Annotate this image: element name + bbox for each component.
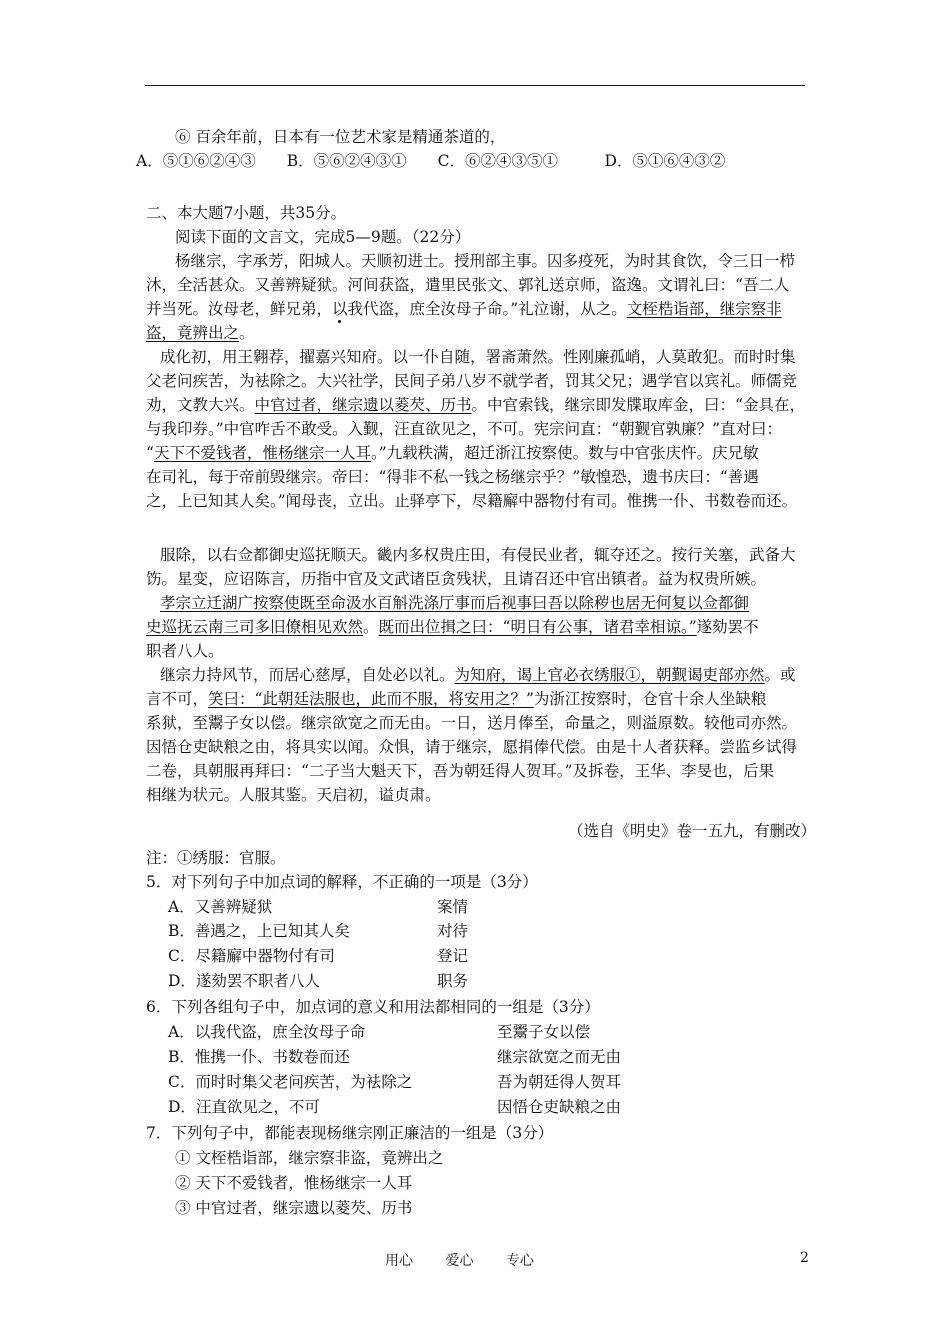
footer-word: 专心	[505, 1253, 534, 1269]
q6-stem: 6．下列各组句子中，加点词的意义和用法都相同的一组是（3分）	[146, 998, 600, 1016]
q5-option-a: A．又善辨疑狱	[168, 898, 273, 916]
passage-line: 继宗力持风节，而居心慈厚，自处必以礼。为知府，谒上官必衣绣服①，朝觐谒吏部亦然。或	[160, 666, 796, 684]
q6-option-c-left: C．而时时集父老问疾苦，为袪除之	[168, 1073, 413, 1091]
q5-option-b: B．善遇之，上已知其人矣	[168, 922, 350, 940]
q7-stem: 7．下列句子中，都能表现杨继宗刚正廉洁的一组是（3分）	[146, 1124, 554, 1142]
q6-option-b-right: 继宗欲宽之而无由	[497, 1048, 622, 1066]
q6-option-d-left: D．汪直欲见之，不可	[168, 1098, 320, 1116]
q6-option-a-right: 至鬻子女以偿	[497, 1023, 591, 1041]
q6-option-b-left: B．惟携一仆、书数卷而还	[168, 1048, 350, 1066]
answer-options: A．⑤①⑥②④③ B．⑤⑥②④③① C．⑥②④③⑤① D．⑤①⑥④③②	[136, 152, 726, 170]
page-number: 2	[800, 1250, 809, 1266]
section-intro: 阅读下面的文言文，完成5—9题。（22分）	[175, 228, 471, 246]
q5-answer-d: 职务	[437, 972, 469, 990]
q7-item-1: ① 文桎梏诣部，继宗察非盗，竟辨出之	[175, 1149, 444, 1167]
footer-motto	[385, 1250, 562, 1270]
passage-line: 父老问疾苦，为袪除之。大兴社学，民间子弟八岁不就学者，罚其父兄；遇学官以宾礼。师儒竞	[146, 372, 798, 390]
passage-line: 沐，全活甚众。又善辨疑狱。河间获盗，遣里民张文、郭礼送京师，盗逸。文谓礼曰：“吾二人	[146, 276, 790, 294]
passage-line: 史巡抚云南三司多旧僚相见欢然。既而出位揖之曰：“明日有公事，诸君幸相谅。”遂劾罢不	[146, 618, 759, 636]
passage-line: 二卷，具朝服再拜曰：“二子当大魁天下，吾为朝廷得人贺耳。”及拆卷，王华、李旻也，后果	[146, 762, 775, 780]
footnote: 注：①绣服：官服。	[146, 849, 286, 867]
section-heading: 二、本大题7小题，共35分。	[146, 204, 347, 222]
passage-line: 系狱，至鬻子女以偿。继宗欲宽之而无由。一日，送月俸至，命量之，则溢原数。较他司亦然。	[146, 714, 798, 732]
q5-option-c: C．尽籍廨中器物付有司	[168, 947, 335, 965]
passage-line: 言不可，笑曰：“此朝廷法服也，此而不服，将安用之？”为浙江按察时，仓官十余人坐缺粮	[146, 690, 767, 708]
q6-option-d-right: 因悟仓吏缺粮之由	[497, 1098, 622, 1116]
q5-answer-c: 登记	[437, 947, 469, 965]
passage-line: “天下不爱钱者，惟杨继宗一人耳。”九载秩满，超迁浙江按察使。数与中官张庆忤。庆兄敏	[146, 444, 759, 462]
passage-line: 服除，以右佥都御史巡抚顺天。畿内多权贵庄田，有侵民业者，辄夺还之。按行关塞，武备大	[160, 546, 796, 564]
passage-line: 与我印券。”中官咋舌不敢受。入觐，汪直欲见之，不可。宪宗问直：“朝觐官孰廉？”直对曰：	[146, 420, 783, 438]
header-rule	[145, 85, 805, 86]
footer-word: 用心	[385, 1253, 413, 1269]
q5-answer-b: 对待	[437, 922, 469, 940]
passage-line: 饬。星变，应诏陈言，历指中官及文武诸臣贪残状，且请召还中官出镇者。益为权贵所嫉。	[146, 570, 767, 588]
footer-word: 爱心	[445, 1253, 474, 1269]
passage-line: 盗，竟辨出之。	[146, 324, 255, 342]
passage-line: 劝，文教大兴。中官过者，继宗遗以菱芡、历书。中官索钱，继宗即发牒取库金，曰：“金具在，	[146, 396, 805, 414]
q5-option-d: D．遂劾罢不职者八人	[168, 972, 320, 990]
passage-line: 职者八人。	[146, 642, 224, 660]
passage-line: 相继为状元。人服其鉴。天启初，谥贞肃。	[146, 786, 441, 804]
item-6: ⑥ 百余年前，日本有一位艺术家是精通茶道的，	[175, 128, 506, 146]
q6-option-c-right: 吾为朝廷得人贺耳	[497, 1073, 622, 1091]
q7-item-2: ② 天下不爱钱者，惟杨继宗一人耳	[175, 1174, 413, 1192]
passage-source: （选自《明史》卷一五九，有删改）	[568, 822, 817, 840]
q5-answer-a: 案情	[437, 898, 469, 916]
passage-line: 孝宗立迁湖广按察使既至命汲水百斛洗涤厅事而后视事曰吾以除秽也居无何复以佥都御	[160, 594, 750, 612]
passage-line: 并当死。汝母老，鲜兄弟，以我代盗，庶全汝母子命。”礼泣谢，从之。文桎梏诣部，继宗察非	[146, 300, 782, 318]
passage-line: 因悟仓吏缺粮之由，将具实以闻。众惧，请于继宗，愿捐俸代偿。由是十人者获释。尝监乡试得	[146, 738, 798, 756]
q6-option-a-left: A．以我代盗，庶全汝母子命	[168, 1023, 366, 1041]
passage-line: 之，上已知其人矣。”闻母丧，立出。止驿亭下，尽籍廨中器物付有司。惟携一仆、书数卷而还。	[146, 492, 798, 510]
q5-stem: 5．对下列句子中加点词的解释，不正确的一项是（3分）	[146, 873, 538, 891]
passage-line: 杨继宗，字承芳，阳城人。天顺初进士。授刑部主事。囚多疫死，为时其食饮，令三日一栉	[175, 252, 796, 270]
passage-line: 成化初，用王翱荐，擢嘉兴知府。以一仆自随，署斋萧然。性刚廉孤峭，人莫敢犯。而时时集	[160, 348, 796, 366]
q7-item-3: ③ 中官过者，继宗遗以菱芡、历书	[175, 1199, 413, 1217]
passage-line: 在司礼，每于帝前毁继宗。帝曰：“得非不私一钱之杨继宗乎？”敏惶恐，遗书庆曰：“善遇	[146, 468, 759, 486]
